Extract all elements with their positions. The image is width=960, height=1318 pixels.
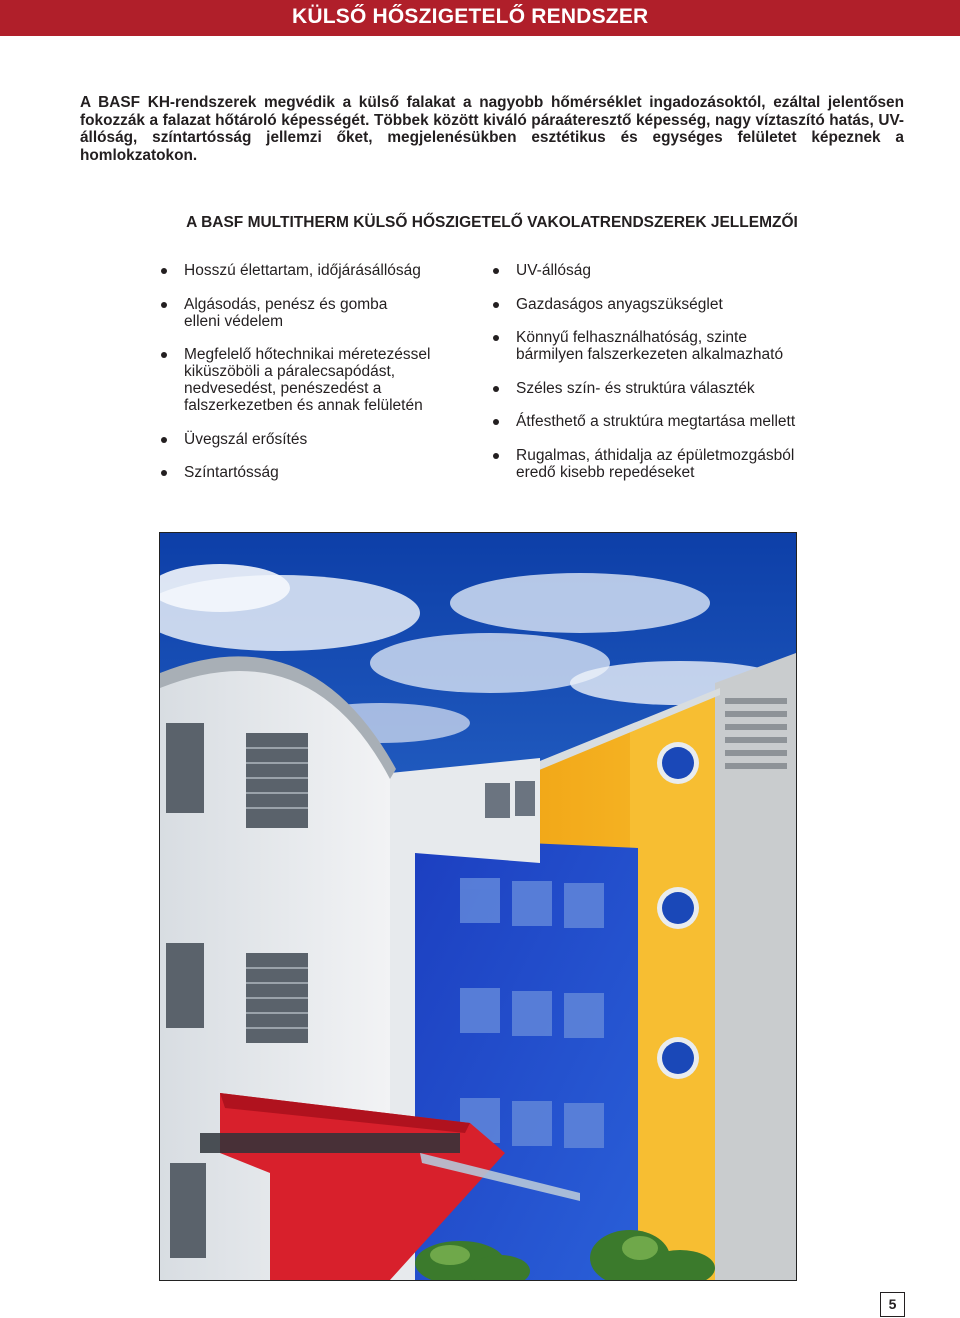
list-item	[492, 296, 812, 313]
intro-paragraph: A BASF KH-rendszerek megvédik a külső falakat a nagyobb hőmérséklet ingadozásoktól, ezáltal jelentősen fokozzák a falazat hőtároló képességét. Többek között kiváló páraáteresztő képesség, nagy víztaszító hatás, UV-állóság, színtartósság jellemzi őket, megjelenésükben esztétikus és egységes felületet képeznek a homlokzatokon.	[80, 94, 904, 164]
list-item-text: UV-állóság	[516, 262, 591, 279]
list-item	[160, 346, 444, 414]
bullet-icon	[161, 470, 167, 476]
list-item-text: Színtartósság	[184, 464, 279, 481]
features-heading: A BASF MULTITHERM KÜLSŐ HŐSZIGETELŐ VAKOLATRENDSZEREK JELLEMZŐI	[186, 214, 798, 231]
bullet-icon	[161, 302, 167, 308]
page-number: 5	[880, 1292, 905, 1317]
list-item	[492, 329, 816, 363]
bullet-icon	[161, 268, 167, 274]
list-item	[160, 262, 460, 279]
list-item-text: Rugalmas, áthidalja az épületmozgásból eredő kisebb repedéseket	[516, 446, 795, 481]
list-item-text: Algásodás, penész és gomba elleni védelem	[184, 295, 388, 330]
list-item-text: Üvegszál erősítés	[184, 430, 308, 448]
list-item-text: Széles szín- és struktúra választék	[516, 379, 755, 397]
bullet-icon	[493, 419, 499, 425]
building-facade-photo	[159, 532, 797, 1281]
list-item	[492, 262, 812, 279]
list-item-text: Megfelelő hőtechnikai méretezéssel kiküszöböli a páralecsapódást, nedvesedést, penészedést a falszerkezetben és annak felületén	[184, 346, 431, 414]
page-title: KÜLSŐ HŐSZIGETELŐ RENDSZER	[292, 5, 649, 28]
list-item	[492, 413, 812, 430]
list-item-text: Gazdaságos anyagszükséglet	[516, 295, 723, 313]
bullet-icon	[161, 352, 167, 358]
list-item-text: Hosszú élettartam, időjárásállóság	[184, 262, 421, 279]
bullet-icon	[493, 453, 499, 459]
list-item	[492, 447, 816, 481]
list-item	[160, 431, 460, 448]
list-item	[160, 296, 399, 330]
bullet-icon	[493, 268, 499, 274]
bullet-icon	[493, 386, 499, 392]
list-item-text: Könnyű felhasználhatóság, szinte bármilyen falszerkezeten alkalmazható	[516, 329, 784, 363]
features-list-right	[492, 262, 812, 497]
bullet-icon	[493, 335, 499, 341]
bullet-icon	[493, 302, 499, 308]
list-item	[160, 464, 460, 481]
list-item-text: Átfesthető a struktúra megtartása mellett	[516, 413, 796, 430]
bullet-icon	[161, 437, 167, 443]
features-list-left	[160, 262, 460, 498]
header-bar	[0, 0, 960, 36]
list-item	[492, 380, 812, 397]
